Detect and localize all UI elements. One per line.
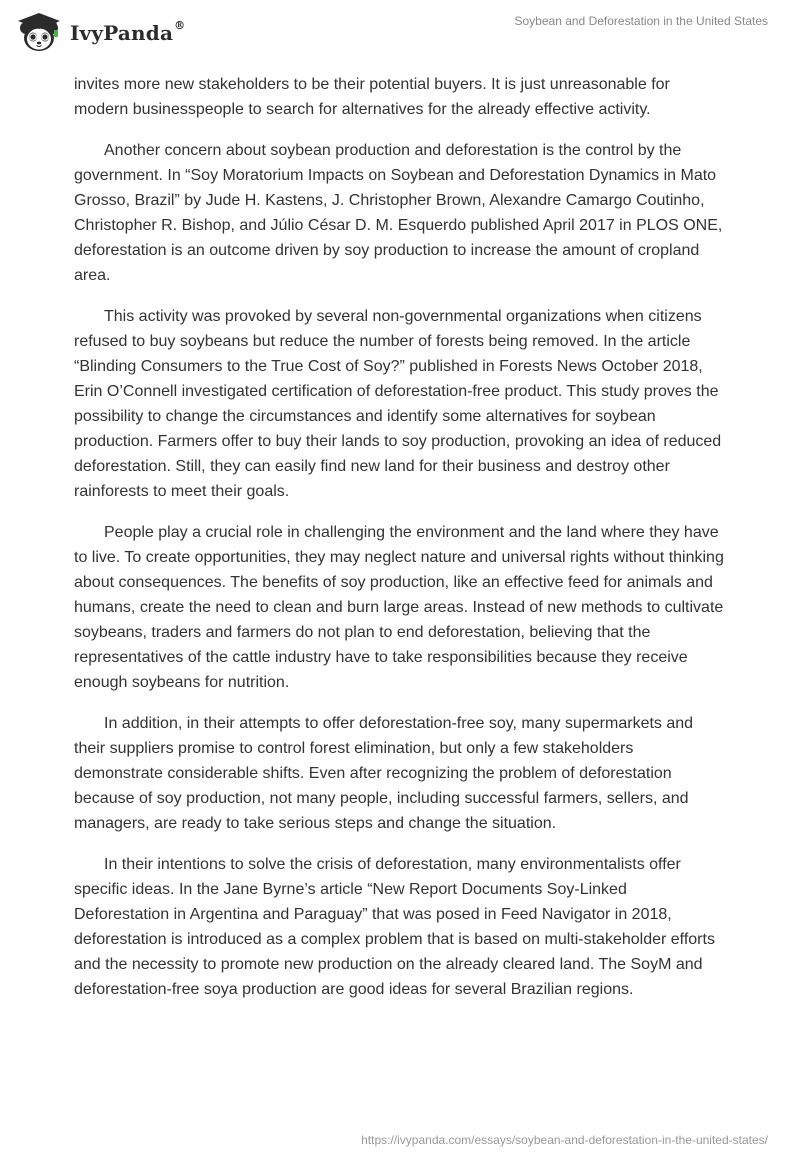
- ivypanda-logo[interactable]: [14, 10, 185, 54]
- page-header: [0, 0, 800, 64]
- paragraph: invites more new stakeholders to be their potential buyers. It is just unreasonable for modern businesspeople to search for alternatives for the already effective activity.: [74, 76, 670, 118]
- document-title: Soybean and Deforestation in the United States: [514, 14, 768, 28]
- paragraph: This activity was provoked by several non-governmental organizations when citizens refused to buy soybeans but reduce the number of forests being removed. In the article “Blinding Consumers to the True Cost of Soy?” published in Forests News October 2018, Erin O’Connell investigated certification of deforestation-free product. This study proves the possibility to change the circumstances and identify some alternatives for soybean production. Farmers offer to buy their lands to soy production, provoking an idea of reduced deforestation. Still, they can easily find new land for their business and destroy other rainforests to meet their goals.: [74, 308, 722, 500]
- paragraph: In addition, in their attempts to offer deforestation-free soy, many supermarkets and their suppliers promise to control forest elimination, but only a few stakeholders demonstrate considerable shifts. Even after recognizing the problem of deforestation because of soy production, not many people, including successful farmers, sellers, and managers, are ready to take serious steps and change the situation.: [74, 715, 694, 832]
- registered-mark: ®: [174, 19, 186, 32]
- paragraph: People play a crucial role in challenging the environment and the land where they have to live. To create opportunities, they may neglect nature and universal rights without thinking about consequences. The benefits of soy production, like an effective feed for animals and humans, create the need to clean and burn large areas. Instead of new methods to cultivate soybeans, traders and farmers do not plan to end deforestation, believing that the representatives of the cattle industry have to take responsibilities because they receive enough soybeans for nutrition.: [74, 524, 724, 691]
- panda-graduate-icon: [14, 11, 64, 53]
- source-url[interactable]: https://ivypanda.com/essays/soybean-and-deforestation-in-the-united-states/: [361, 1133, 768, 1147]
- brand-name: IvyPanda®: [70, 19, 186, 45]
- essay-body: [74, 72, 724, 1018]
- paragraph: In their intentions to solve the crisis of deforestation, many environmentalists offer specific ideas. In the Jane Byrne’s article “New Report Documents Soy-Linked Deforestation in Argentina and Paraguay” that was posed in Feed Navigator in 2018, deforestation is introduced as a complex problem that is based on multi-stakeholder efforts and the necessity to promote new production on the already cleared land. The SoyM and deforestation-free soya production are good ideas for several Brazilian regions.: [74, 856, 715, 998]
- paragraph: Another concern about soybean production and deforestation is the control by the government. In “Soy Moratorium Impacts on Soybean and Deforestation Dynamics in Mato Grosso, Brazil” by Jude H. Kastens, J. Christopher Brown, Alexandre Camargo Coutinho, Christopher R. Bishop, and Júlio César D. M. Esquerdo published April 2017 in PLOS ONE, deforestation is an outcome driven by soy production to increase the amount of cropland area.: [74, 142, 723, 284]
